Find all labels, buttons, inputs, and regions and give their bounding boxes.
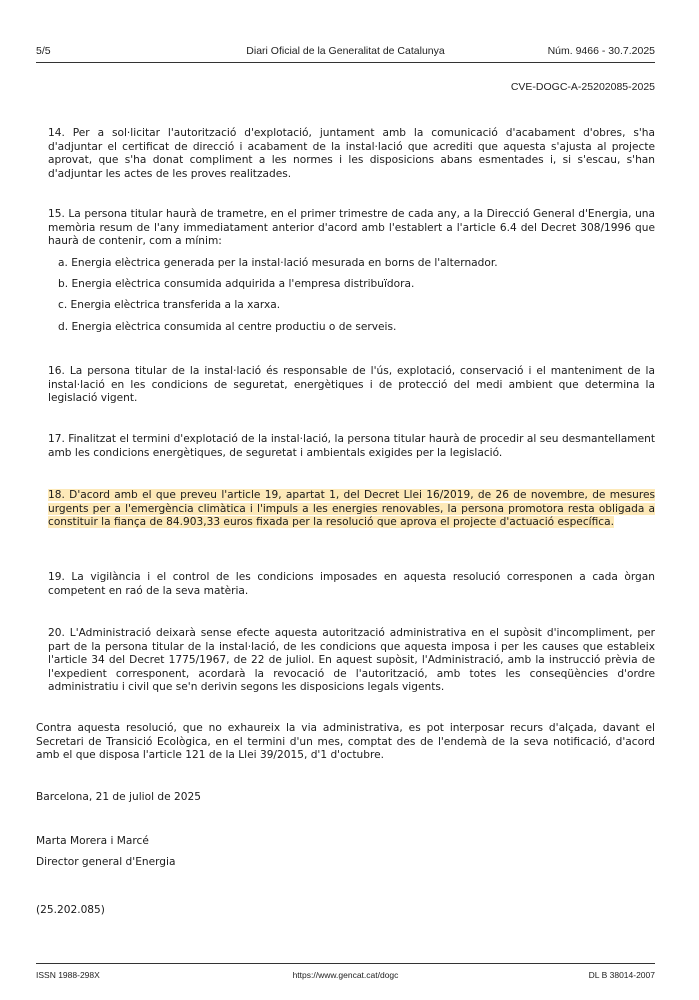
paragraph-17: 17. Finalitzat el termini d'explotació de la instal·lació, la persona titular haurà de procedir al seu desmantellament amb les condicions energètiques, de seguretat i ambientals exigides per la legislació. [48,433,655,459]
recourse-paragraph: Contra aquesta resolució, que no exhaureix la via administrativa, es pot interposar recurs d'alçada, davant el Secretari de Transició Ecològica, en el termini d'un mes, comptat des de l'endemà de la seva notificació, d'acord amb el que disposa l'article 121 de la Llei 39/2015, d'1 d'octubre. [36,722,655,762]
issn: ISSN 1988-298X [36,970,100,980]
footer-link[interactable]: https://www.gencat.cat/dogc [292,970,399,980]
highlight: 18. D'acord amb el que preveu l'article 19, apartat 1, del Decret Llei 16/2019, de 26 de novembre, de mesures urgents per a l'emergència climàtica i l'impuls a les energies renovables, la persona promotora resta obligada a constituir la fiança de 84.903,33 euros fixada per la resolució que aprova el projecte d'actuació específica. [48,489,655,529]
place-date: Barcelona, 21 de juliol de 2025 [36,791,201,803]
cve-code: CVE-DOGC-A-25202085-2025 [510,81,655,93]
issue-number: Núm. 9466 - 30.7.2025 [547,45,655,57]
document-body [36,0,655,1000]
paragraph-18-highlighted [36,489,655,530]
page-number: 5/5 [36,45,51,57]
paragraph-14: 14. Per a sol·licitar l'autorització d'explotació, juntament amb la comunicació d'acabament d'obres, s'ha d'adjuntar el certificat de direcció i acabament de la instal·lació que acrediti que aquesta s'ajusta al projecte aprovat, que s'ha donat compliment a les normes i les disposicions abans esmentades i, si s'escau, s'han d'adjuntar les actes de les proves realitzades. [48,127,655,180]
legal-deposit: DL B 38014-2007 [588,970,655,980]
paragraph-20: 20. L'Administració deixarà sense efecte aquesta autorització administrativa en el supòsit d'incompliment, per part de la persona titular de la instal·lació, de les condicions que aquesta imposa i per les causes que estableix l'article 34 del Decret 1775/1967, de 22 de juliol. En aquest supòsit, l'Administració, amb la instrucció prèvia de l'expedient corresponent, acordarà la revocació de l'autorització, amb totes les conseqüències d'ordre administratiu i civil que se'n derivin segons les disposicions legals vigents. [48,627,655,694]
list-item: c. Energia elèctrica transferida a la xarxa. [58,299,281,311]
paragraph-16: 16. La persona titular de la instal·lació és responsable de l'ús, explotació, conservació i el manteniment de la instal·lació en les condicions de seguretat, energètiques i de protecció del medi ambient que determina la legislació vigent. [48,365,655,405]
reference-number: (25.202.085) [36,904,105,916]
list-item: b. Energia elèctrica consumida adquirida a l'empresa distribuïdora. [58,278,415,290]
footer-divider [36,963,655,964]
list-item: d. Energia elèctrica consumida al centre productiu o de serveis. [58,321,397,333]
signatory-title: Director general d'Energia [36,856,176,868]
publication-title: Diari Oficial de la Generalitat de Catalunya [246,45,445,57]
list-item: a. Energia elèctrica generada per la instal·lació mesurada en borns de l'alternador. [58,257,498,269]
page-footer [36,970,655,982]
paragraph-19: 19. La vigilància i el control de les condicions imposades en aquesta resolució corresponen a cada òrgan competent en raó de la seva matèria. [48,571,655,597]
signatory-name: Marta Morera i Marcé [36,835,149,847]
paragraph-15: 15. La persona titular haurà de trametre, en el primer trimestre de cada any, a la Direcció General d'Energia, una memòria resum de l'any immediatament anterior d'acord amb l'establert a l'article 6.4 del Decret 308/1996 que haurà de contenir, com a mínim: [48,208,655,248]
